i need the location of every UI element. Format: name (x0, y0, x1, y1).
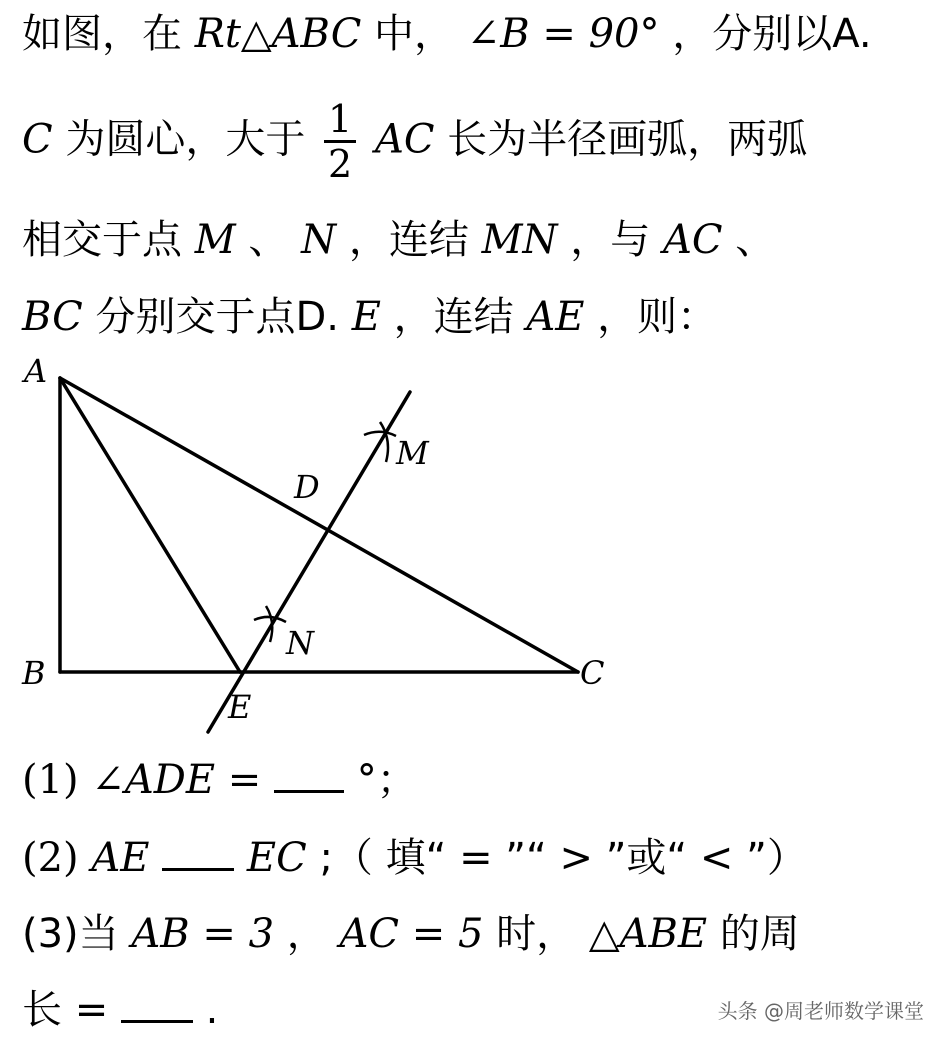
answer-blank-1[interactable] (274, 784, 344, 793)
label-point-a: A (24, 352, 48, 390)
math-point-e: E (351, 294, 381, 340)
arc-n-lower (266, 606, 272, 642)
question-number: (1) (22, 757, 79, 803)
answer-blank-2[interactable] (162, 862, 234, 871)
answer-blank-3[interactable] (121, 1014, 193, 1023)
text-segment: 长为半径画弧，两弧 (447, 116, 808, 163)
math-triangle-name: Rt△ABC (194, 11, 362, 57)
math-line-mn: MN (481, 217, 558, 263)
question-3-continued (22, 988, 218, 1032)
math-segment-ac: AC (374, 116, 435, 163)
math-segment-ac: AC (662, 217, 723, 263)
text-segment: ，分别以A. (672, 11, 872, 57)
question-number: (3)当 (22, 911, 119, 957)
math-segment-ec: EC (246, 835, 307, 881)
math-point-m: M (194, 217, 236, 263)
problem-line-1 (22, 12, 872, 56)
text-segment: °； (356, 757, 417, 803)
question-number: (2) (22, 835, 79, 881)
question-2 (22, 836, 807, 880)
segment-ac (60, 378, 578, 672)
text-segment: 、 (248, 217, 289, 263)
fraction-one-half (324, 97, 356, 186)
fraction-numerator: 1 (324, 100, 356, 143)
fraction-denominator: 2 (328, 142, 353, 186)
label-point-m: M (396, 434, 429, 472)
text-segment: 如图，在 (22, 11, 182, 57)
text-segment: 的周 (719, 911, 800, 957)
question-3 (22, 912, 800, 956)
text-segment: 相交于点 (22, 217, 182, 263)
problem-line-3 (22, 218, 775, 262)
math-segment-ae: AE (91, 835, 150, 881)
math-condition-ac: AC = 5 (339, 911, 484, 957)
text-segment: ，则： (597, 294, 718, 340)
question-1 (22, 758, 417, 802)
math-condition-ab: AB = 3 (131, 911, 275, 957)
text-segment: 、 (735, 217, 776, 263)
math-triangle-abe: △ABE (588, 911, 708, 957)
text-segment: . (205, 987, 219, 1033)
arc-m-upper (364, 432, 396, 436)
math-segment-ae: AE (526, 294, 585, 340)
perpendicular-bisector-mn (208, 392, 410, 732)
math-angle-ade: ∠ADE = (91, 757, 262, 803)
text-segment: ;（ 填“ = ”“ > ”或“ < ”） (319, 835, 807, 881)
label-point-n: N (286, 624, 314, 662)
text-segment: 为圆心，大于 (65, 116, 306, 163)
label-point-e: E (228, 688, 252, 726)
text-segment: ，连结 (393, 294, 514, 340)
watermark: 头条 @周老师数学课堂 (717, 999, 924, 1023)
text-segment: 中， (374, 11, 455, 57)
math-point-c: C (22, 116, 53, 163)
math-point-n: N (301, 217, 337, 263)
text-segment: 长 = (22, 987, 109, 1033)
text-segment: ， (286, 911, 327, 957)
text-segment: ，连结 (348, 217, 469, 263)
math-segment-bc: BC (22, 294, 83, 340)
math-angle-condition: ∠B = 90° (466, 11, 660, 57)
segment-ae (60, 378, 240, 672)
label-point-c: C (580, 654, 605, 692)
geometry-figure (0, 350, 640, 745)
problem-line-2 (22, 97, 808, 186)
label-point-b: B (22, 654, 46, 692)
label-point-d: D (294, 468, 320, 506)
text-segment: 分别交于点D. (95, 294, 339, 340)
text-segment: ，与 (570, 217, 651, 263)
problem-line-4 (22, 295, 717, 339)
text-segment: 时， (496, 911, 577, 957)
